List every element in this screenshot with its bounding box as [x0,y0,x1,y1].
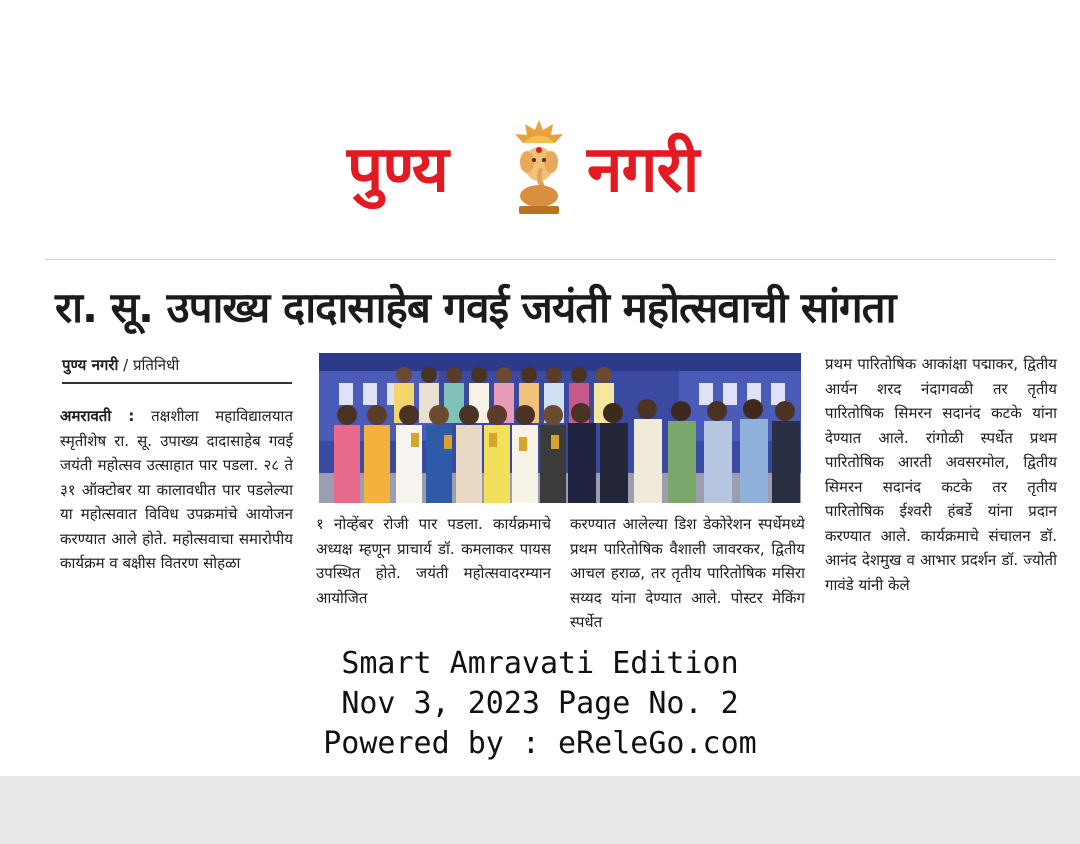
masthead-left-text: पुण्य [347,133,448,207]
byline-underline [62,382,292,384]
byline-role: प्रतिनिधी [132,356,180,374]
article-byline [62,355,179,375]
byline-separator: / [118,356,133,374]
column-1-text: तक्षशीला महाविद्यालयात स्मृतीशेष रा. सू. उपाख्य दादासाहेब गवई जयंती महोत्सव उत्साहात पार पडला. २८ ते ३१ ऑक्टोबर या कालावधीत पार पडलेल्या या महोत्सवात विविध उपक्रमांचे आयोजन करण्यात आले होते. महोत्सवाचा समारोपीय कार्यक्रम व बक्षीस वितरण सोहळा [60,407,293,572]
article-column-2: १ नोव्हेंबर रोजी पार पडला. कार्यक्रमाचे अध्यक्ष म्हणून प्राचार्य डॉ. कमलाकर पायस उपस्थित होते. जयंती महोत्सवादरम्यान आयोजित [316,515,551,607]
article-headline: रा. सू. उपाख्य दादासाहेब गवई जयंती महोत्सवाची सांगता [55,283,896,332]
article-column-4: प्रथम पारितोषिक आकांक्षा पद्माकर, द्वितीय आर्यन शरद नंदागवळी तर तृतीय पारितोषिक सिमरन सदानंद कटके यांना देण्यात आले. रांगोळी स्पर्धेत प्रथम पारितोषिक आरती अवसरमोल, द्वितीय सिमरन सदानंद कटके तर तृतीय पारितोषिक ईश्वरी हंबर्डे यांना प्रदान करण्यात आले. कार्यक्रमाचे संचालन डॉ. आनंद देशमुख व आभार प्रदर्शन डॉ. ज्योती गावंडे यांनी केले [825,355,1057,594]
article-column-3: करण्यात आलेल्या डिश डेकोरेशन स्पर्धेमध्ये प्रथम पारितोषिक वैशाली जावरकर, द्वितीय आचल हराळ, तर तृतीय पारितोषिक मसिरा सय्यद यांना देण्यात आले. पोस्टर मेकिंग स्पर्धेत [570,515,805,631]
powered-by: Powered by : eReleGo.com [323,726,757,761]
bottom-band [0,776,1080,844]
newspaper-masthead [345,112,785,222]
ganesh-logo-icon [507,116,571,216]
byline-paper: पुण्य नगरी [62,356,119,374]
edition-name: Smart Amravati Edition [341,646,739,681]
article-dateline: अमरावती : [60,407,135,425]
edition-caption [0,644,1080,764]
masthead-right-text: नगरी [587,133,699,207]
event-group-photo [319,353,801,503]
edition-date-page: Nov 3, 2023 Page No. 2 [341,686,739,721]
article-column-1 [60,404,293,640]
header-divider [45,259,1055,260]
